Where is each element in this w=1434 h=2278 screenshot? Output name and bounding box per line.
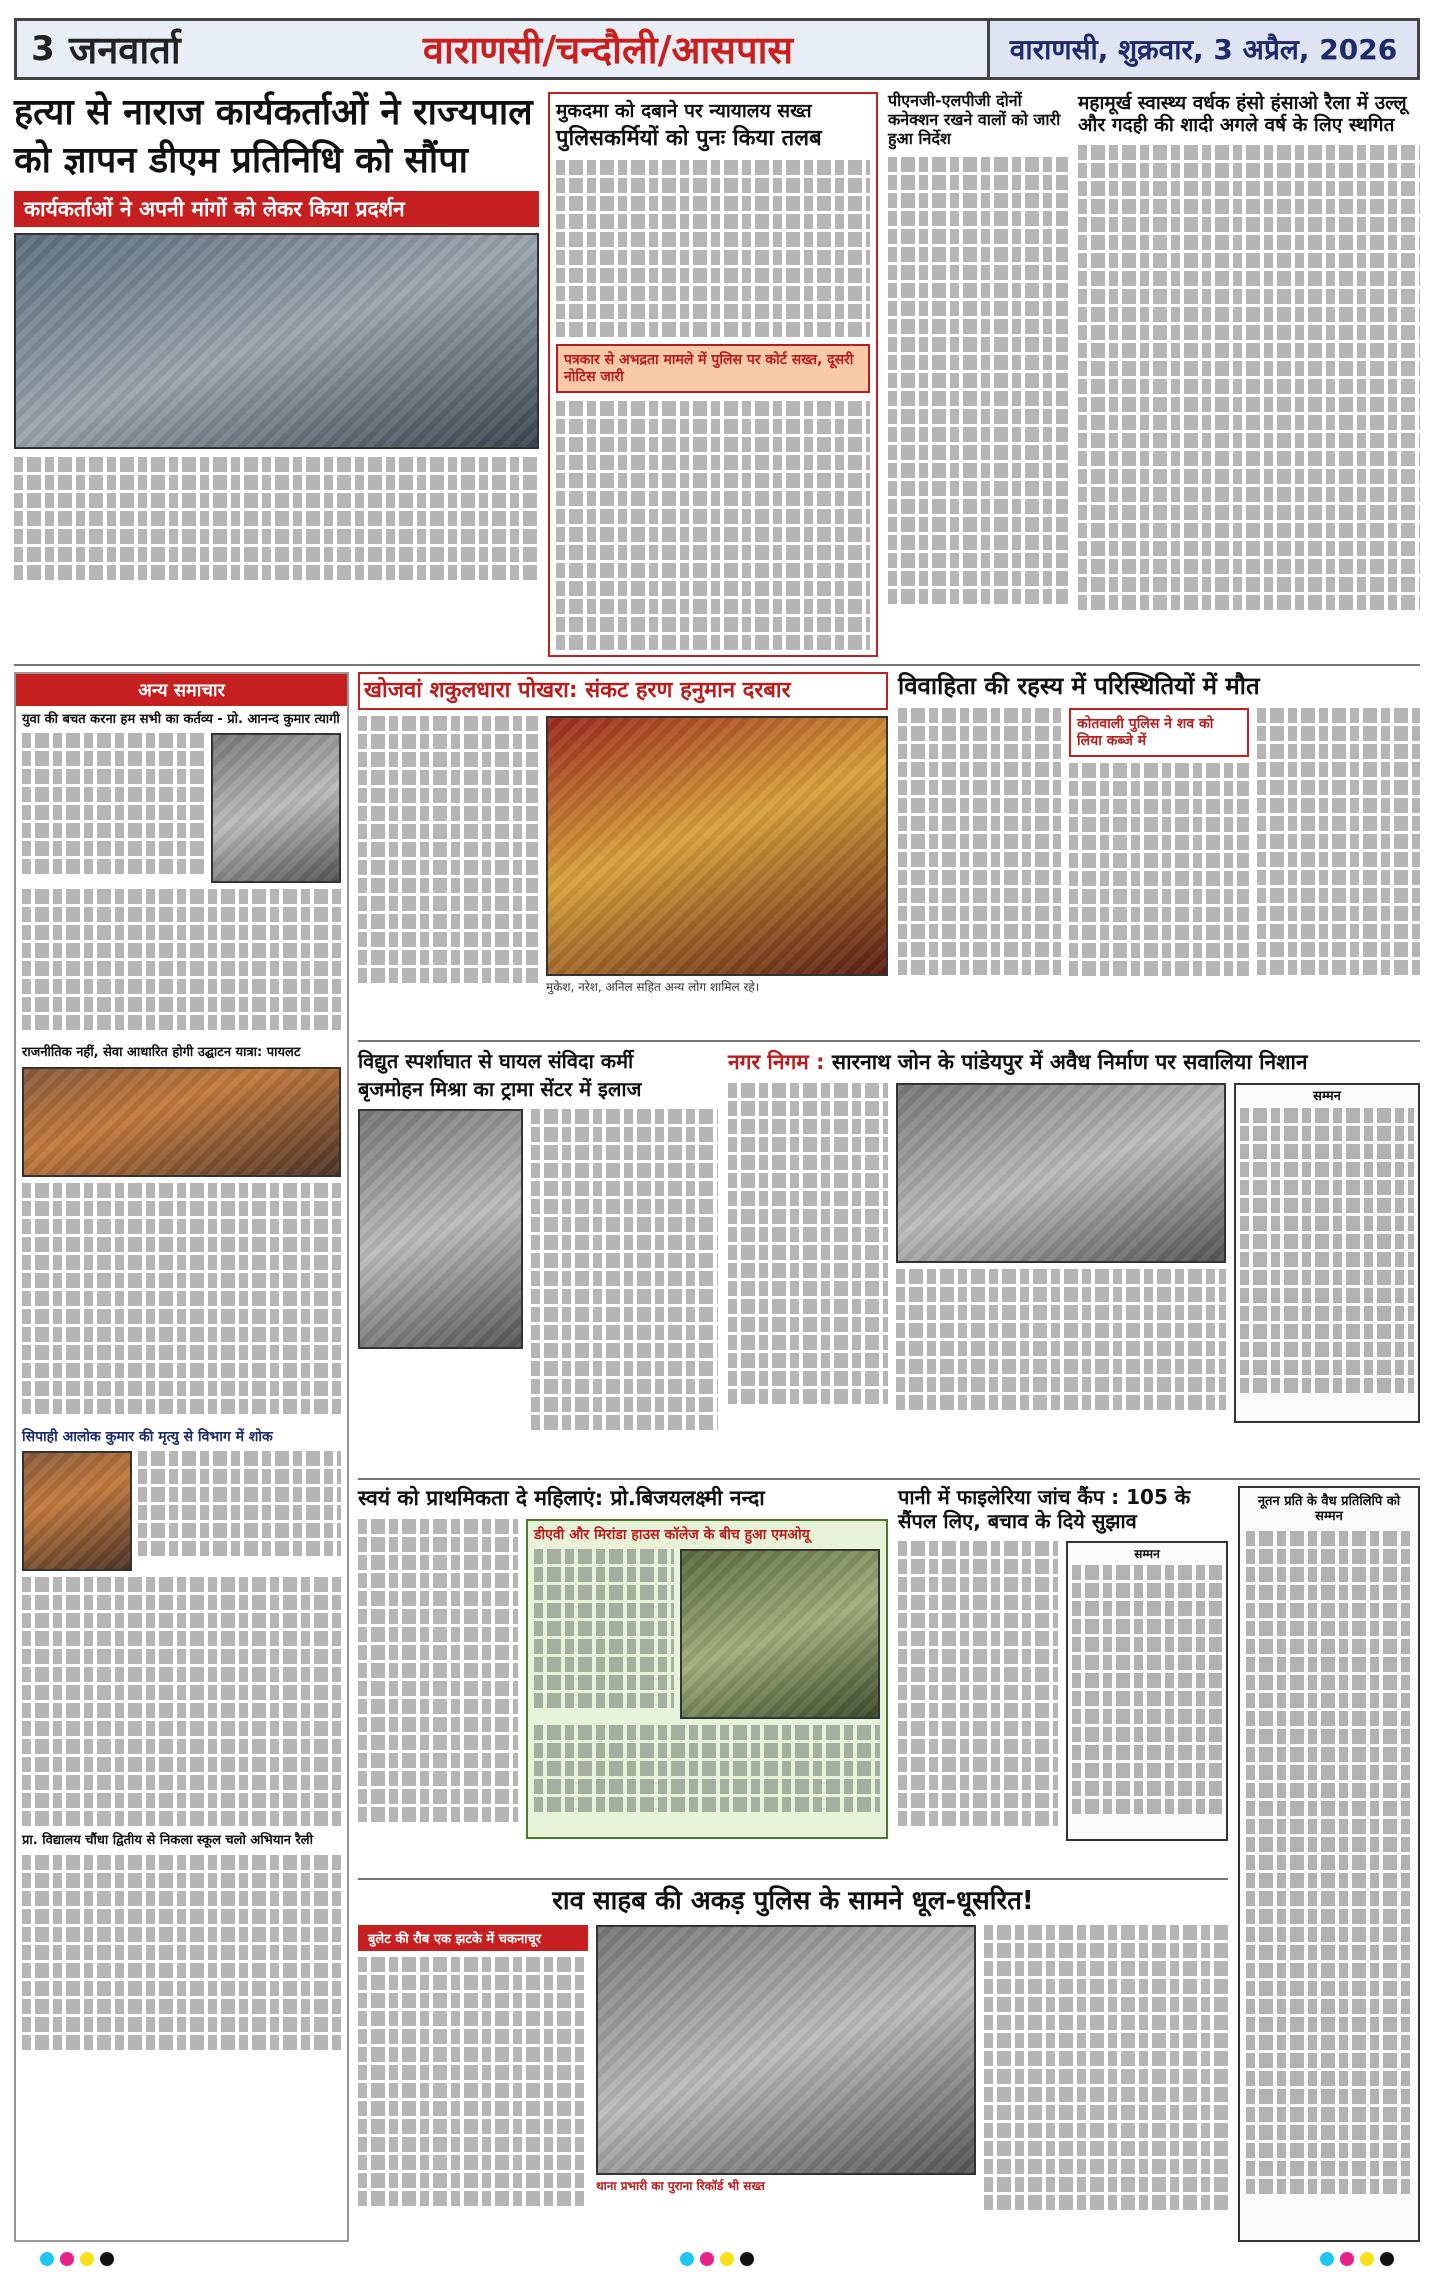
vivahita-headline: विवाहिता की रहस्य में परिस्थितियों में मौत [898,672,1260,700]
vivahita-body-1 [898,708,1061,998]
divider [14,664,1420,666]
other-news-column [14,672,349,2242]
lead-body [14,457,539,595]
rao-story [358,1886,1228,2242]
registration-dots-mid [680,2252,754,2272]
issue-date: वाराणसी, शुक्रवार, 3 अप्रैल, 2026 [987,21,1417,77]
nagar-nigam-story [728,1050,1420,1470]
other-news-item-2: राजनीतिक नहीं, सेवा आधारित होगी उद्घाटन यात्रा: पायलट [22,1045,301,1061]
rao-photo [596,1925,976,2175]
rao-caption: थाना प्रभारी का पुराना रिकॉर्ड भी सख्त [596,2178,765,2193]
registration-dots-left [40,2252,114,2272]
lead-headline-1: हत्या से नाराज कार्यकर्ताओं ने राज्यपाल [14,92,533,133]
registration-dots-right [1320,2252,1394,2272]
rao-body-2 [984,1925,1228,2215]
page-number: 3 [31,29,55,69]
vivahita-box [1069,708,1249,757]
brand-name: जनवार्ता [69,27,181,72]
khojwa-story [358,672,888,1032]
police-court-story [548,92,878,657]
rao-body-1 [358,1957,588,2207]
item1-body [22,733,205,883]
mahila-body-1 [358,1519,518,1839]
nagar-nigam-body-2 [896,1269,1226,1419]
mahila-box [526,1519,888,1839]
nagar-nigam-body-1 [728,1083,888,1423]
mahila-box-text: डीएवी और मिरांडा हाउस कॉलेज के बीच हुआ एमओयू [534,1526,810,1543]
png-headline: पीएनजी-एलपीजी दोनों कनेक्शन रखने वालों को जारी हुआ निर्देश [888,91,1061,148]
khojwa-body [358,716,538,1006]
mahila-headline: स्वयं को प्राथमिकता दे महिलाएं: प्रो.बिजयलक्ष्मी नन्दा [358,1486,765,1510]
png-body [888,157,1068,627]
police-body-2 [556,401,870,661]
notice-3-title: नूतन प्रति के वैध प्रतिलिपि को सम्मन [1257,1494,1401,1525]
summons-notice-3 [1238,1486,1420,2242]
lead-headline-2: को ज्ञापन डीएम प्रतिनिधि को सौंपा [14,140,468,182]
vivahita-body-3 [1257,708,1420,998]
item1-photo [211,733,341,883]
item3-photo [22,1451,132,1571]
vidyut-body [531,1109,718,1439]
vidyut-headline-2: बृजमोहन मिश्रा का ट्रामा सेंटर में इलाज [358,1076,642,1101]
lead-story [14,92,539,595]
police-pullquote [556,344,870,393]
vidyut-story [358,1050,718,1470]
khojwa-headline: खोजवां शकुलधारा पोखरा: संकट हरण हनुमान दरबार [358,672,888,710]
item4-body [22,1855,341,2055]
mahamurkh-headline: महामूर्ख स्वास्थ्य वर्धक हंसो हंसाओ रैला में उल्लू और गदही की शादी अगले वर्ष के लिए स्थगित [1078,92,1407,137]
summons-notice-2 [1066,1541,1228,1841]
mahila-photo [680,1549,880,1719]
other-news-item-1: युवा की बचत करना हम सभी का कर्तव्य - प्रो. आनन्द कुमार त्यागी [22,712,340,727]
rao-headline: राव साहब की अकड़ पुलिस के सामने धूल-धूसरित! [552,1886,1034,1916]
mahamurkh-story [1078,92,1420,657]
item3-body [138,1451,341,1571]
notice-1-title: सम्मन [1313,1088,1341,1104]
police-body-1 [556,160,870,340]
rao-subhead: बुलेट की रौब एक झटके में चकनाचूर [358,1925,588,1951]
filaria-body [898,1541,1058,1841]
lead-photo [14,233,539,449]
filaria-headline: पानी में फाइलेरिया जांच कैंप : 105 के सैंपल लिए, बचाव के दिये सुझाव [898,1485,1191,1533]
item1-body-2 [22,889,341,1039]
police-headline-1: मुकदमा को दबाने पर न्यायालय सख्त [556,100,812,122]
vivahita-body-2 [1069,763,1249,983]
lead-subhead: कार्यकर्ताओं ने अपनी मांगों को लेकर किया प्रदर्शन [14,191,539,227]
filaria-story [898,1486,1228,1871]
item2-body [22,1183,341,1423]
police-pullquote-text: पत्रकार से अभद्रता मामले में पुलिस पर कोर्ट सख्त, दूसरी नोटिस जारी [564,352,854,385]
vidyut-photo [358,1109,523,1349]
summons-notice-1 [1234,1083,1420,1423]
png-story [888,92,1068,657]
notice-2-title: सम्मन [1134,1547,1160,1562]
khojwa-photo [546,716,888,976]
masthead [14,18,1420,80]
khojwa-caption: मुकेश, नरेश, अनिल सहित अन्य लोग शामिल रहे। [546,979,760,994]
item2-photo [22,1067,341,1177]
divider [358,1878,1228,1880]
mahila-story [358,1486,888,1871]
divider [358,1478,1420,1480]
nagar-nigam-tag: नगर निगम : [728,1050,825,1074]
other-news-label: अन्य समाचार [16,674,347,706]
vidyut-headline-1: विद्युत स्पर्शाघात से घायल संविदा कर्मी [358,1049,634,1073]
police-headline-2: पुलिसकर्मियों को पुनः किया तलब [556,126,822,152]
vivahita-story [898,672,1420,1032]
item3-body-2 [22,1577,341,1827]
nagar-nigam-headline: सारनाथ जोन के पांडेयपुर में अवैध निर्माण पर सवालिया निशान [831,1050,1308,1074]
nagar-nigam-photo [896,1083,1226,1263]
mahamurkh-body [1078,145,1420,625]
other-news-item-3: सिपाही आलोक कुमार की मृत्यु से विभाग में शोक [22,1428,273,1445]
vivahita-box-text: कोतवाली पुलिस ने शव को लिया कब्जे में [1077,716,1214,749]
other-news-item-4: प्रा. विद्यालय चौंधा द्वितीय से निकला स्कूल चलो अभियान रैली [22,1833,313,1849]
section-title: वाराणसी/चन्दौली/आसपास [422,28,794,72]
divider [358,1040,1420,1042]
print-registration-marks [0,2252,1434,2272]
